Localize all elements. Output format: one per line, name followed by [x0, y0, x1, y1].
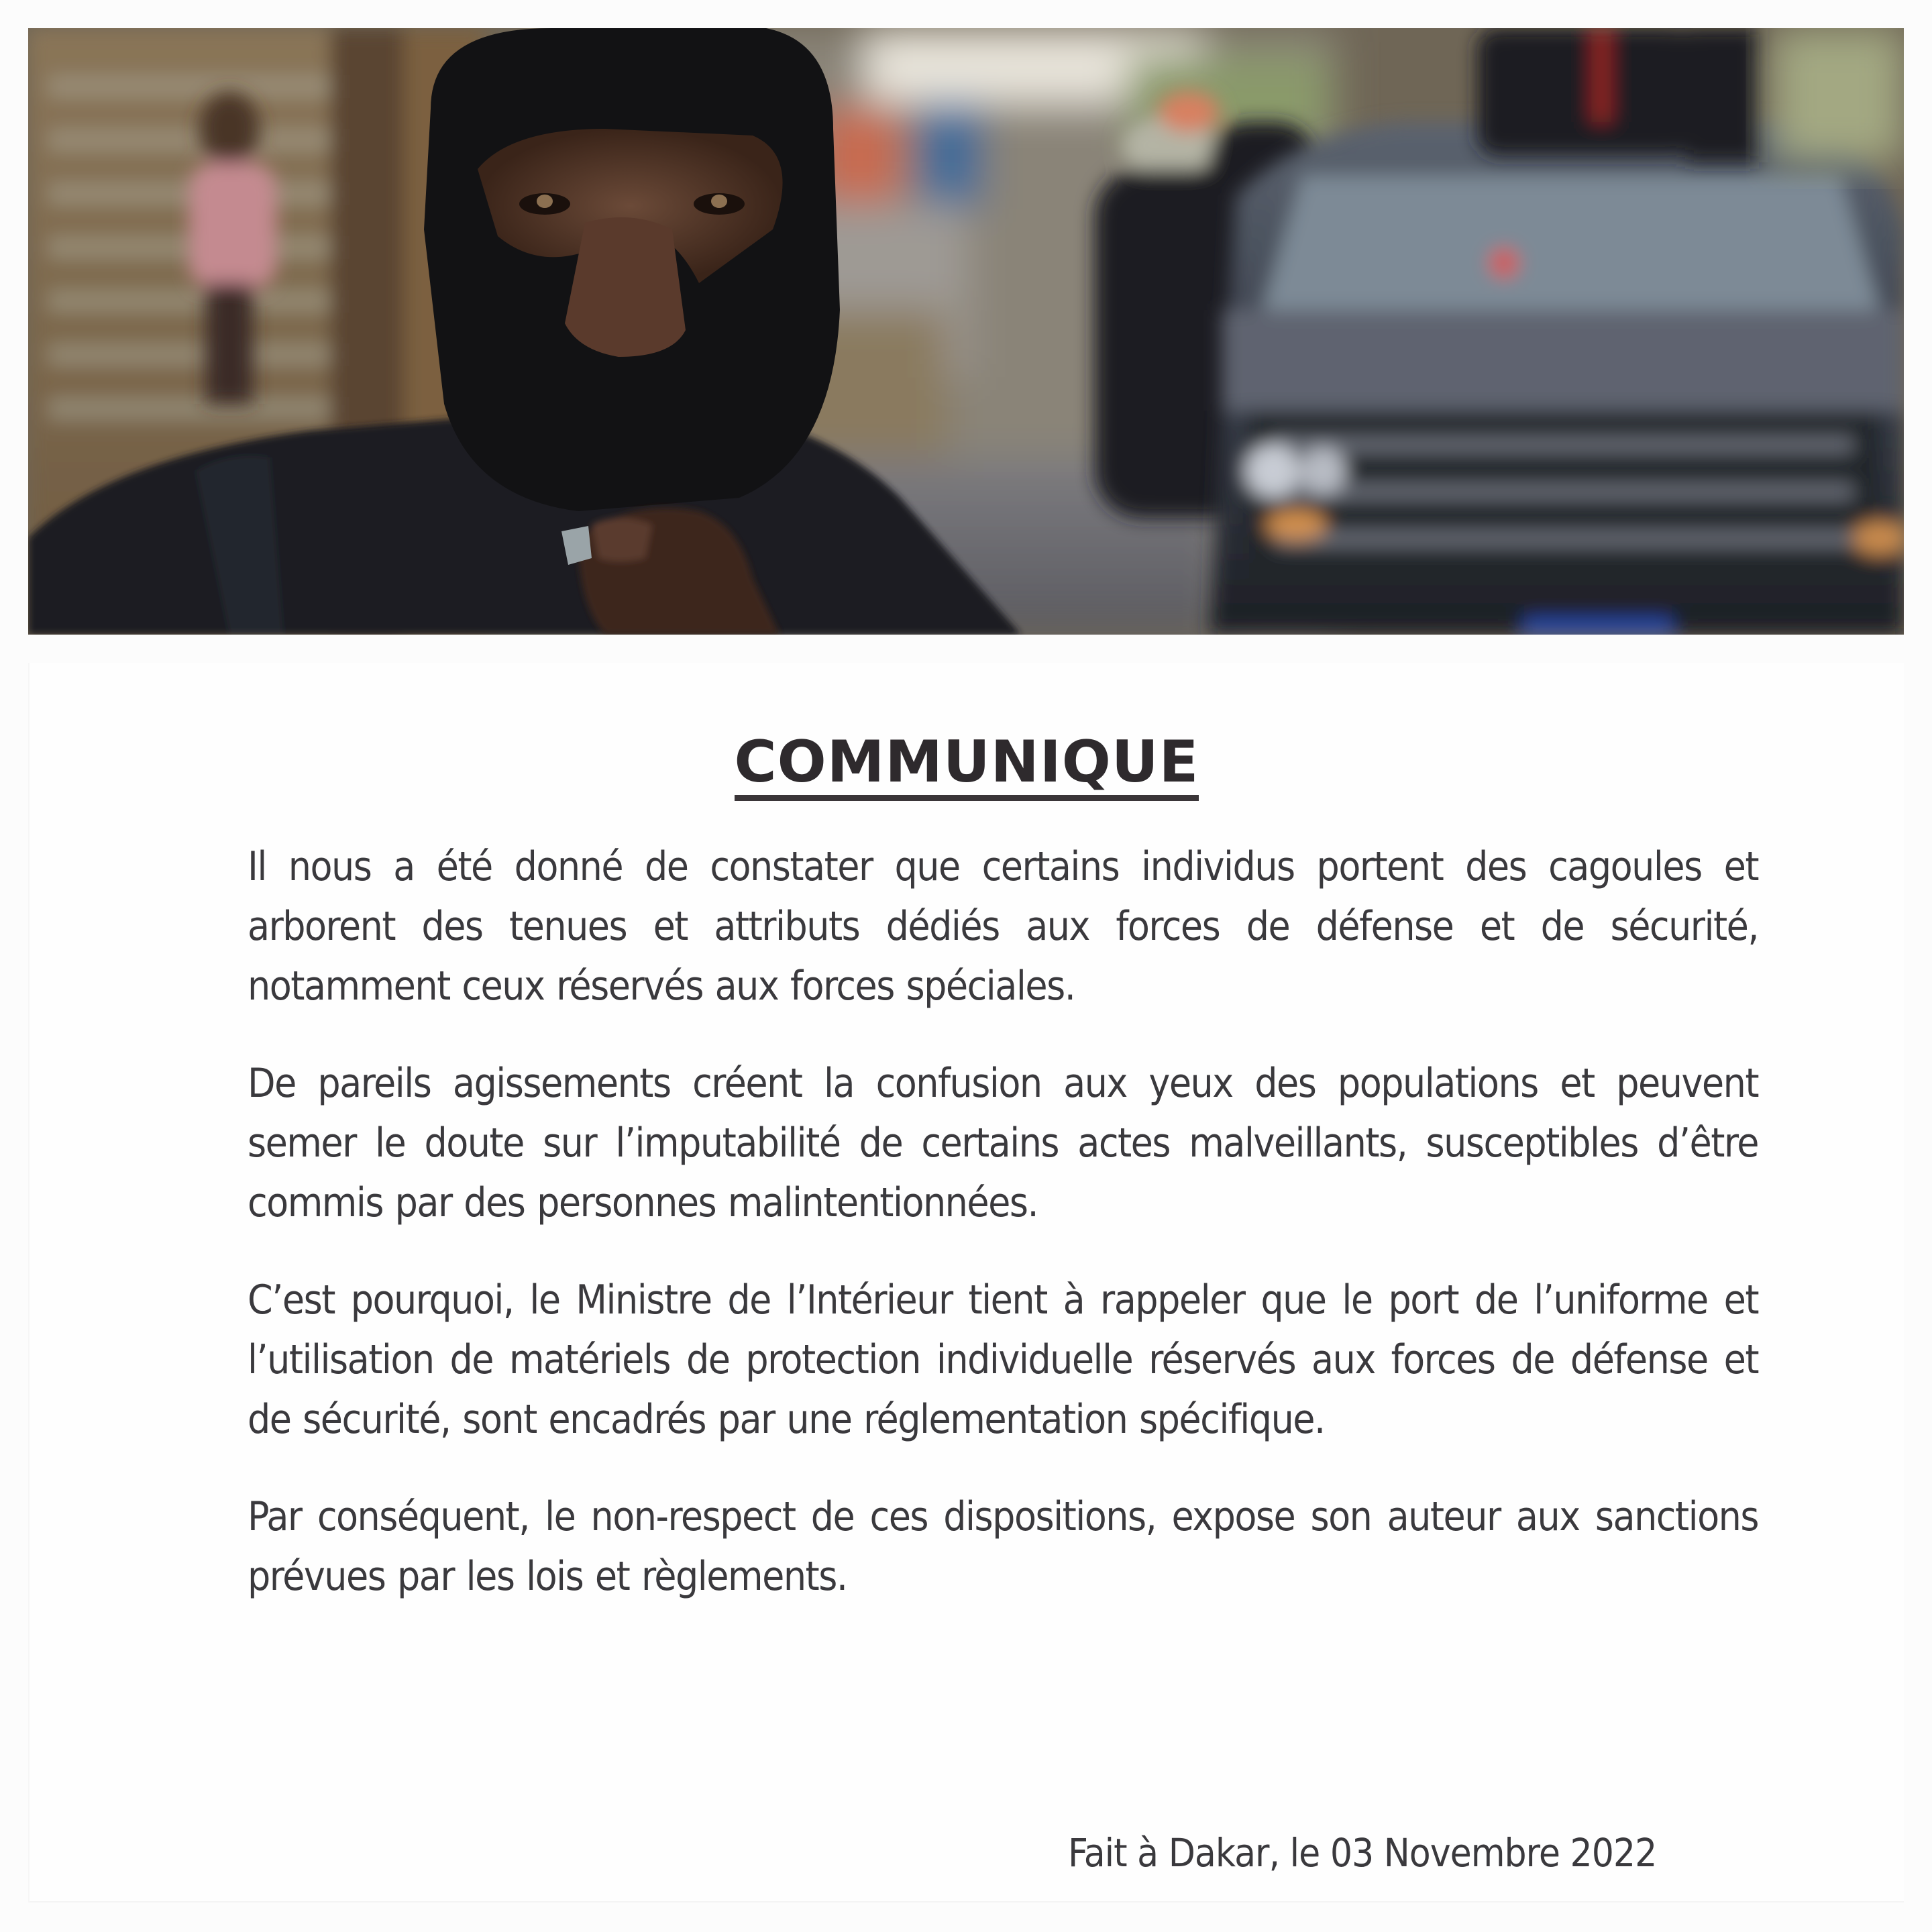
paragraph-4: Par conséquent, le non-respect de ces dispositions, expose son auteur aux sanctions prévues par les lois et règlements. — [248, 1493, 1758, 1600]
document-body — [248, 837, 1758, 1644]
news-photo — [28, 28, 1904, 635]
communique-document — [28, 663, 1904, 1902]
document-title — [30, 729, 1904, 801]
paragraph-1: Il nous a été donné de constater que certains individus portent des cagoules et arborent des tenues et attributs dédiés aux forces de défense et de sécurité, notamment ceux réservés aux forces spéciales. — [248, 843, 1758, 1010]
paragraph-3: C’est pourquoi, le Ministre de l’Intérieur tient à rappeler que le port de l’uniforme et l’utilisation de matériels de protection individuelle réservés aux forces de défense et de sécurité, sont encadrés par une réglementation spécifique. — [248, 1277, 1758, 1443]
officers-on-truck — [1477, 28, 1759, 162]
paragraph-2: De pareils agissements créent la confusion aux yeux des populations et peuvent semer le doute sur l’imputabilité de certains actes malveillants, susceptibles d’être commis par des personnes malintentionnées. — [248, 1060, 1758, 1226]
signature-place-date: Fait à Dakar, le 03 Novembre 2022 — [1068, 1830, 1657, 1876]
masked-man-photo-illustration — [28, 28, 1904, 635]
title-text: COMMUNIQUE — [735, 733, 1199, 801]
